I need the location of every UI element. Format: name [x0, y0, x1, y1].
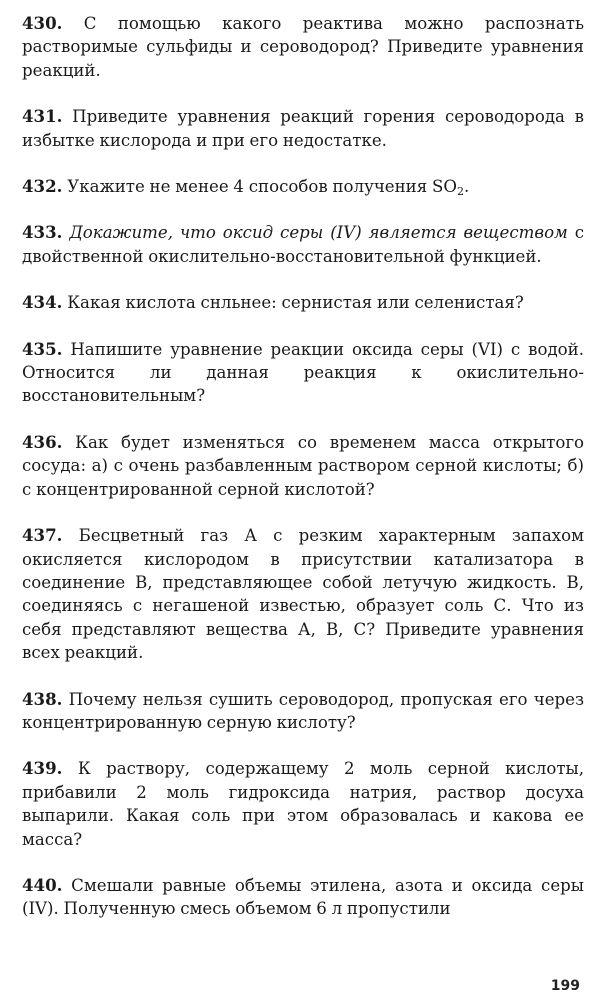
- problem-433: [22, 221, 584, 268]
- problem-text: Как будет изменяться со временем масса открытого сосуда: а) с очень разбавленным раствором серной кислоты; б) с концентрированной серной кислотой?: [22, 432, 585, 499]
- problem-text: Бесцветный газ А с резким характерным запахом окисляется кислородом в присутствии катализатора в соединение В, представляющее собой летучую жидкость. В, соединяясь с негашеной известью, образует соль С. Что из себя представляют вещества А, В, С? Приведите уравнения всех реакций.: [22, 526, 584, 663]
- problem-number: 432.: [22, 176, 63, 197]
- problem-text: Смешали равные объемы этилена, азота и оксида серы (IV). Полученную смесь объемом 6 л пропустили: [22, 875, 584, 919]
- problem-text: Напишите уравнение реакции оксида серы (VI) с водой. Относится ли данная реакция к окислительно-восстановительным?: [22, 339, 584, 406]
- problem-text-end: .: [463, 177, 470, 197]
- problem-435: [22, 338, 584, 408]
- problem-number: 439.: [22, 758, 63, 779]
- subscript: 2: [456, 185, 464, 199]
- problem-number: 435.: [22, 338, 63, 359]
- problem-text: Приведите уравнения реакций горения сероводорода в избытке кислорода и при его недостатке.: [22, 107, 584, 150]
- problem-text: Почему нельзя сушить сероводород, пропуская его через концентрированную серную кислоту?: [22, 689, 585, 732]
- problem-430: [22, 12, 584, 82]
- problem-number: 431.: [22, 106, 63, 127]
- page-number: 199: [550, 978, 580, 994]
- problem-number: 434.: [22, 292, 63, 313]
- problem-number: 440.: [22, 874, 63, 895]
- problem-439: [22, 757, 584, 851]
- problem-number: 436.: [22, 431, 63, 452]
- problem-text: Какая кислота снльнее: сернистая или селенистая?: [67, 293, 524, 313]
- problem-text-italic: Докажите, что оксид серы (IV) является веществом: [69, 223, 568, 243]
- problem-text: К раствору, содержащему 2 моль серной кислоты, прибавили 2 моль гидроксида натрия, раствор досуха выпарили. Какая соль при этом образовалась и какова ее масса?: [22, 759, 584, 849]
- problem-text: С помощью какого реактива можно распознать растворимые сульфиды и сероводород? Приведите уравнения реакций.: [22, 14, 584, 80]
- problem-number: 433.: [22, 222, 63, 243]
- page-content: [22, 12, 584, 944]
- problem-number: 438.: [22, 688, 63, 709]
- problem-432: [22, 175, 584, 198]
- problem-text: Укажите не менее 4 способов получения SO: [67, 177, 457, 197]
- problem-number: 430.: [22, 13, 63, 33]
- problem-431: [22, 105, 584, 152]
- problem-434: [22, 291, 584, 314]
- problem-number: 437.: [22, 525, 63, 546]
- problem-436: [22, 431, 584, 501]
- problem-437: [22, 524, 584, 664]
- problem-440: [22, 874, 584, 921]
- problem-text: с двойственной окислительно-восстановительной функцией.: [22, 223, 585, 266]
- problem-438: [22, 688, 584, 735]
